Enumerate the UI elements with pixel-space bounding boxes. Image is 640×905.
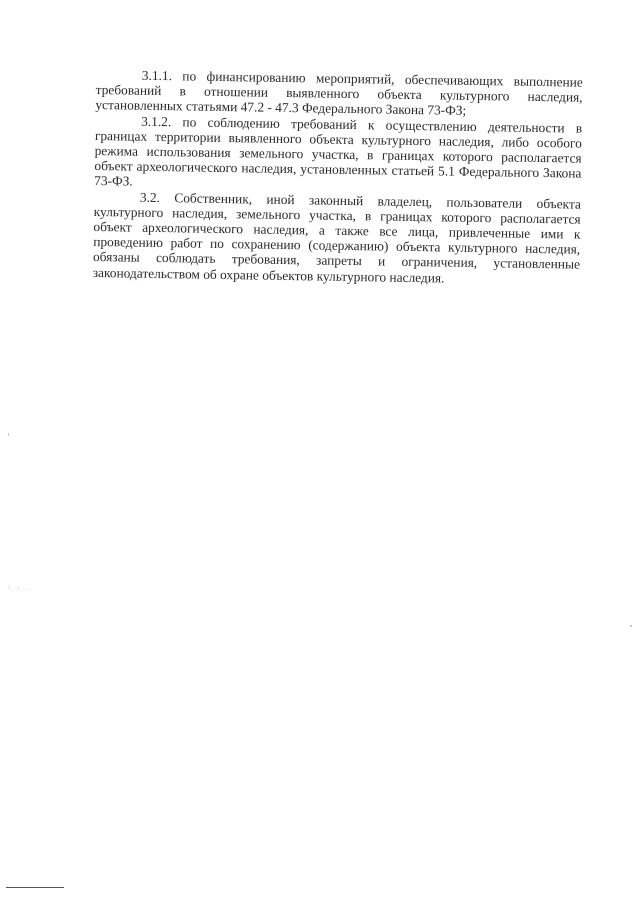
paragraph-3-1-1: 3.1.1. по финансированию мероприятий, обеспечивающих выполнение требований в отношении выявленного объекта культурного наследия, установленных статьями 47.2 - 47.3 Федерального Закона 73-ФЗ; bbox=[95, 67, 583, 119]
paragraph-3-1-2: 3.1.2. по соблюдению требований к осуществлению деятельности в границах территории выявленного объекта культурного наследия, либо особого режима использования земельного участка, в границах которого располагается объект археологического наследия, установленных статьей 5.1 Федерального Закона 73-ФЗ. bbox=[94, 113, 583, 190]
margin-scan-mark: \.·/.·:· bbox=[7, 584, 33, 594]
document-body bbox=[93, 67, 583, 287]
scan-speck bbox=[8, 433, 9, 436]
footer-rule bbox=[6, 887, 64, 888]
scan-speck bbox=[630, 625, 632, 627]
paragraph-3-2: 3.2. Собственник, иной законный владелец, пользователи объекта культурного наследия, земельного участка, в границах которого располагается объект археологического наследия, а также все лица, привлеченные ими к проведению работ по сохранению (содержанию) объекта культурного наследия, обязаны соблюдать требования, запреты и ограничения, установленные законодательством об охране объектов культурного наследия. bbox=[92, 189, 582, 286]
